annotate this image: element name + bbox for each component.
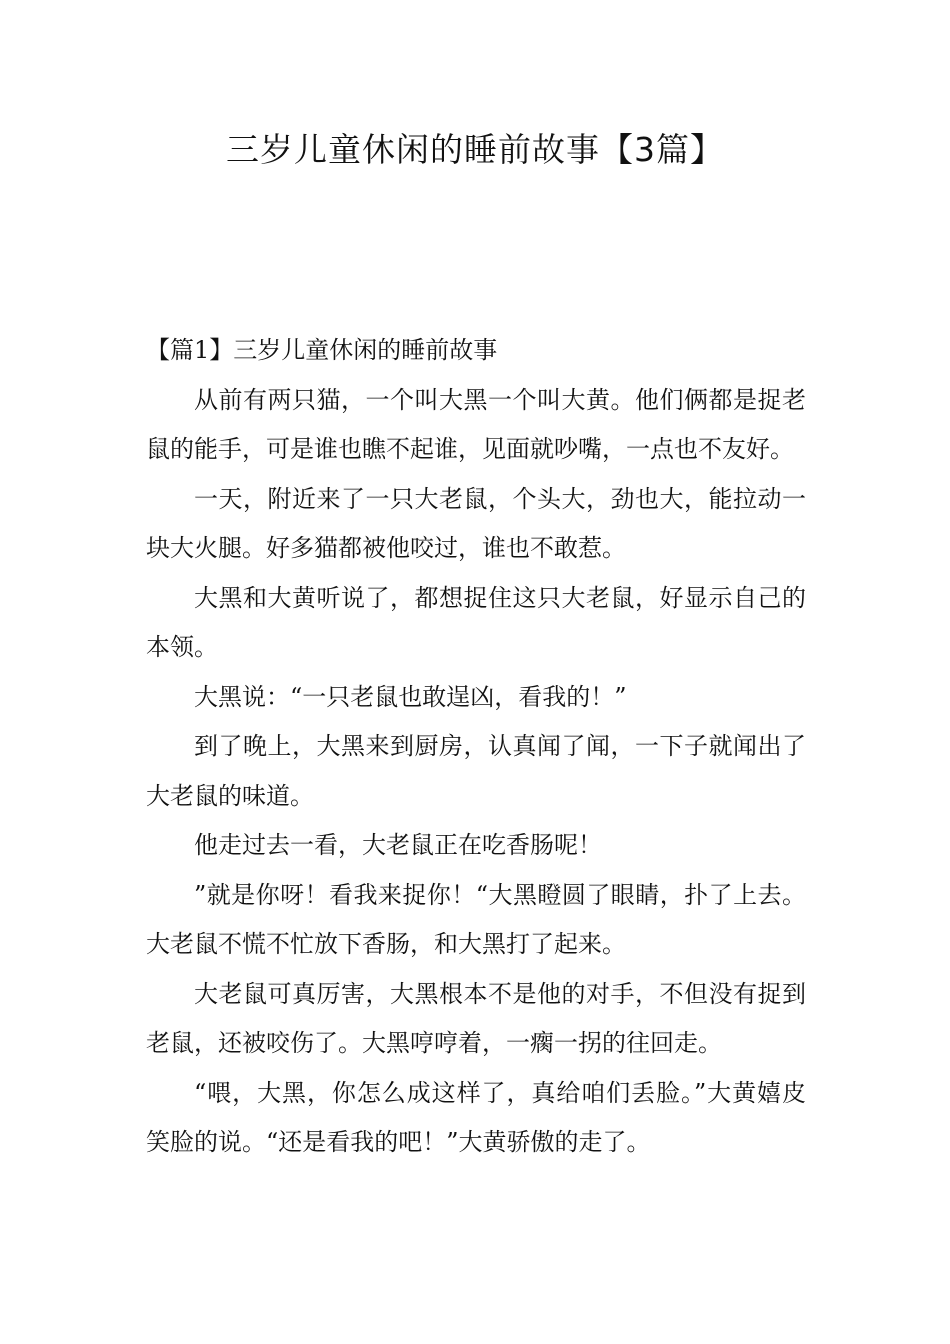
document-title: 三岁儿童休闲的睡前故事【3篇】 — [226, 130, 724, 169]
paragraph: ”就是你呀！看我来捉你！“大黑瞪圆了眼睛，扑了上去。大老鼠不慌不忙放下香肠，和大黑打了起来。 — [146, 880, 806, 958]
paragraph: 到了晚上，大黑来到厨房，认真闻了闻，一下子就闻出了大老鼠的味道。 — [146, 732, 806, 810]
paragraph: 大黑和大黄听说了，都想捉住这只大老鼠，好显示自己的本领。 — [146, 583, 806, 661]
paragraph: 大老鼠可真厉害，大黑根本不是他的对手，不但没有捉到老鼠，还被咬伤了。大黑哼哼着，一瘸一拐的往回走。 — [146, 979, 806, 1057]
paragraph: 一天，附近来了一只大老鼠，个头大，劲也大，能拉动一块大火腿。好多猫都被他咬过，谁也不敢惹。 — [146, 484, 806, 562]
paragraph: “喂，大黑，你怎么成这样了，真给咱们丢脸。”大黄嬉皮笑脸的说。“还是看我的吧！”大黄骄傲的走了。 — [146, 1078, 806, 1156]
paragraph: 大黑说：“一只老鼠也敢逞凶，看我的！” — [194, 682, 627, 711]
section-heading: 【篇1】三岁儿童休闲的睡前故事 — [146, 336, 498, 364]
document-body — [146, 326, 806, 1168]
paragraph: 从前有两只猫，一个叫大黑一个叫大黄。他们俩都是捉老鼠的能手，可是谁也瞧不起谁，见面就吵嘴，一点也不友好。 — [146, 385, 806, 463]
paragraph: 他走过去一看，大老鼠正在吃香肠呢！ — [194, 831, 602, 859]
